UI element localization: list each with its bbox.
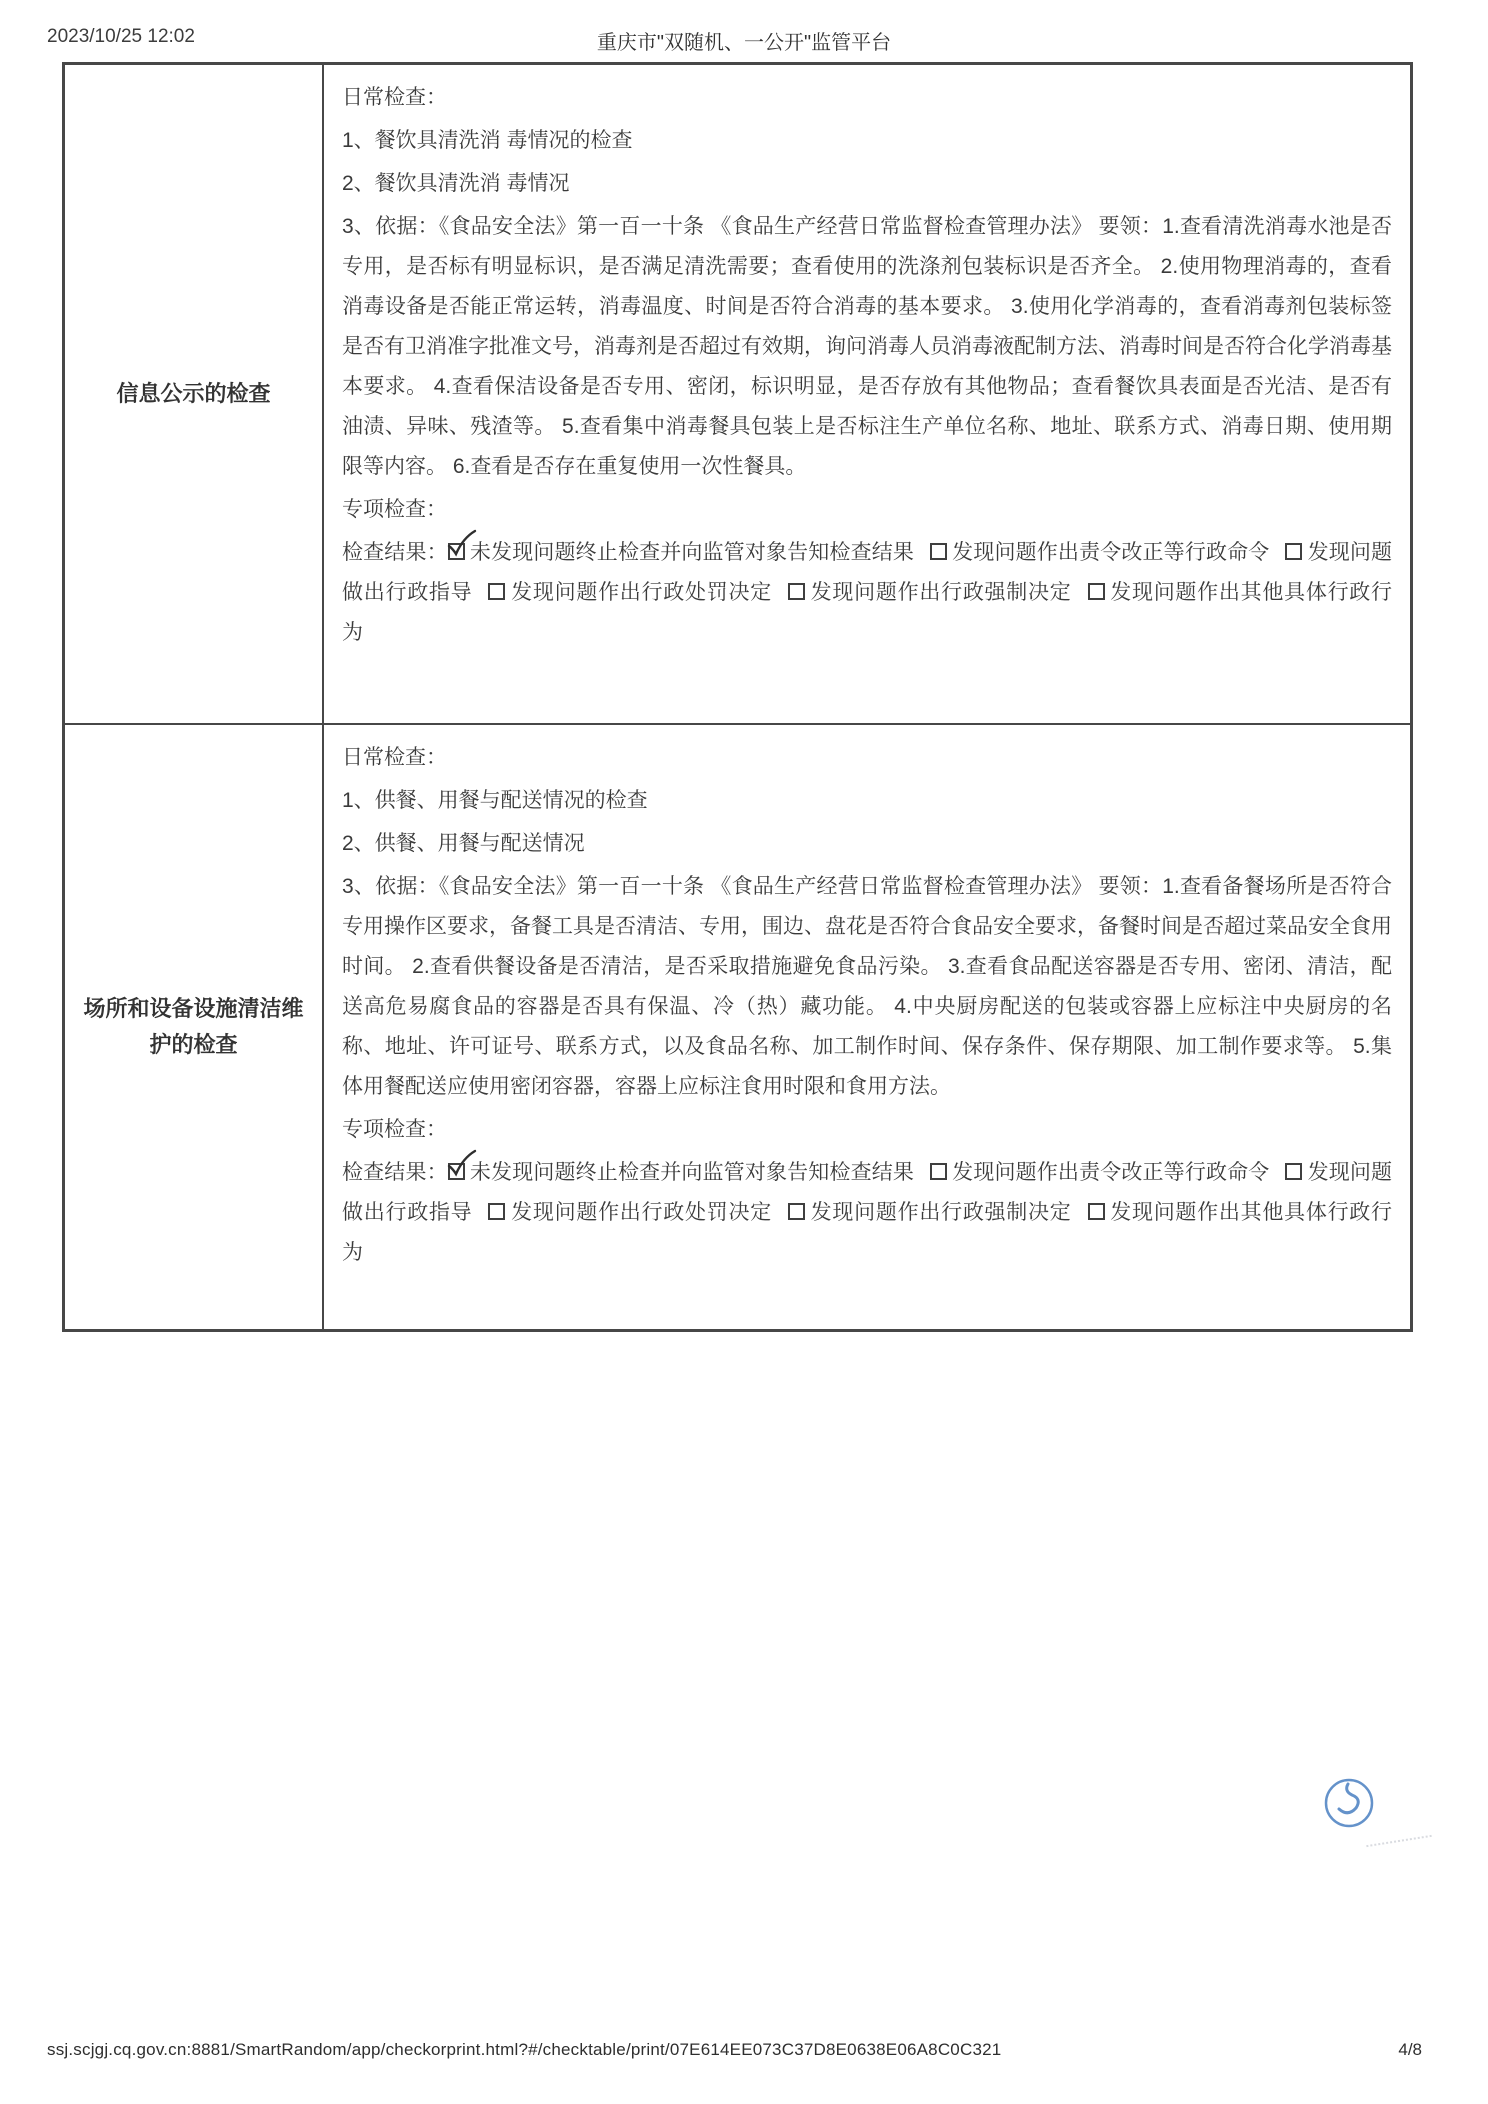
row-content — [324, 725, 1410, 1329]
inspection-table — [62, 62, 1413, 1332]
checkbox-icon — [448, 543, 465, 560]
checkbox-icon — [488, 1203, 505, 1220]
print-datetime: 2023/10/25 12:02 — [47, 26, 195, 47]
checkbox-icon — [1285, 543, 1302, 560]
result-option-label: 未发现问题终止检查并向监管对象告知检查结果 — [469, 1161, 915, 1184]
handwritten-check-icon — [445, 528, 479, 560]
seal-icon — [1322, 1776, 1376, 1830]
special-check-heading: 专项检查： — [342, 498, 447, 521]
handwritten-check-icon — [445, 1148, 479, 1180]
checkbox-icon — [930, 543, 947, 560]
result-option — [930, 1161, 1269, 1184]
checkbox-icon — [1285, 1163, 1302, 1180]
result-option — [788, 581, 1072, 604]
check-result-label: 检查结果： — [342, 1161, 448, 1184]
checkbox-icon — [788, 583, 805, 600]
result-option — [448, 1161, 914, 1184]
check-basis-paragraph: 3、依据：《食品安全法》第一百一十条 《食品生产经营日常监督检查管理办法》 要领：1.查看清洗消毒水池是否专用，是否标有明显标识，是否满足清洗需要；查看使用的洗涤剂包装标识是否齐全。 2.使用物理消毒的，查看消毒设备是否能正常运转，消毒温度、时间是否符合消毒的基本要求。 3.使用化学消毒的，查看消毒剂包装标签是否有卫消准字批准文号，消毒剂是否超过有效期，询问消毒人员消毒液配制方法、消毒时间是否符合化学消毒基本要求。 4.查看保洁设备是否专用、密闭，标识明显，是否存放有其他物品；查看餐饮具表面是否光洁、是否有油渍、异味、残渣等。 5.查看集中消毒餐具包装上是否标注生产单位名称、地址、联系方式、消毒日期、使用期限等内容。 6.查看是否存在重复使用一次性餐具。 — [342, 215, 1392, 478]
page-number: 4/8 — [1398, 2040, 1422, 2059]
checkbox-icon — [448, 1163, 465, 1180]
result-option-label: 发现问题作出责令改正等行政命令 — [952, 541, 1270, 564]
result-option-label: 发现问题作出行政处罚决定 — [510, 581, 772, 604]
row-content — [324, 65, 1410, 723]
daily-check-heading: 日常检查： — [342, 86, 447, 109]
result-option-label: 发现问题作出其他具体行政行为 — [342, 581, 1393, 644]
table-row — [65, 65, 1410, 725]
checkbox-icon — [488, 583, 505, 600]
result-option-label: 发现问题作出责令改正等行政命令 — [952, 1161, 1270, 1184]
result-option — [448, 541, 914, 564]
check-result-label: 检查结果： — [342, 541, 448, 564]
result-option-label: 发现问题作出行政处罚决定 — [510, 1201, 772, 1224]
result-option-label: 发现问题作出其他具体行政行为 — [342, 1201, 1393, 1264]
check-item: 2、餐饮具清洗消 毒情况 — [342, 172, 570, 195]
checkbox-icon — [788, 1203, 805, 1220]
checkbox-icon — [930, 1163, 947, 1180]
result-option — [488, 1201, 772, 1224]
result-option-label: 发现问题做出行政指导 — [342, 1161, 1393, 1224]
checkbox-icon — [1088, 583, 1105, 600]
row-label: 场所和设备设施清洁维护的检查 — [65, 725, 324, 1329]
row-label: 信息公示的检查 — [65, 65, 324, 723]
check-item: 1、供餐、用餐与配送情况的检查 — [342, 789, 648, 812]
check-item: 2、供餐、用餐与配送情况 — [342, 832, 585, 855]
check-item: 1、餐饮具清洗消 毒情况的检查 — [342, 129, 633, 152]
footer-url: ssj.scjgj.cq.gov.cn:8881/SmartRandom/app/checkorprint.html?#/checktable/print/07E614EE073C37D8E0638E06A8C0C321 — [47, 2040, 1002, 2059]
result-option — [930, 541, 1269, 564]
result-option — [488, 581, 772, 604]
result-option-label: 发现问题做出行政指导 — [342, 541, 1393, 604]
daily-check-heading: 日常检查： — [342, 746, 447, 769]
check-basis-paragraph: 3、依据：《食品安全法》第一百一十条 《食品生产经营日常监督检查管理办法》 要领：1.查看备餐场所是否符合专用操作区要求，备餐工具是否清洁、专用，围边、盘花是否符合食品安全要求，备餐时间是否超过菜品安全食用时间。 2.查看供餐设备是否清洁，是否采取措施避免食品污染。 3.查看食品配送容器是否专用、密闭、清洁，配送高危易腐食品的容器是否具有保温、冷（热）藏功能。 4.中央厨房配送的包装或容器上应标注中央厨房的名称、地址、许可证号、联系方式，以及食品名称、加工制作时间、保存条件、保存期限、加工制作要求等。 5.集体用餐配送应使用密闭容器，容器上应标注食用时限和食用方法。 — [342, 875, 1392, 1098]
result-option-label: 发现问题作出行政强制决定 — [809, 581, 1072, 604]
seal-caption-smudge — [1366, 1835, 1432, 1847]
table-row — [65, 725, 1410, 1329]
check-result-line — [342, 533, 1392, 653]
special-check-heading: 专项检查： — [342, 1118, 447, 1141]
result-option-label: 未发现问题终止检查并向监管对象告知检查结果 — [469, 541, 915, 564]
checkbox-icon — [1088, 1203, 1105, 1220]
result-option-label: 发现问题作出行政强制决定 — [809, 1201, 1072, 1224]
check-result-line — [342, 1153, 1392, 1273]
result-option — [788, 1201, 1072, 1224]
page-title: 重庆市"双随机、一公开"监管平台 — [596, 32, 892, 54]
